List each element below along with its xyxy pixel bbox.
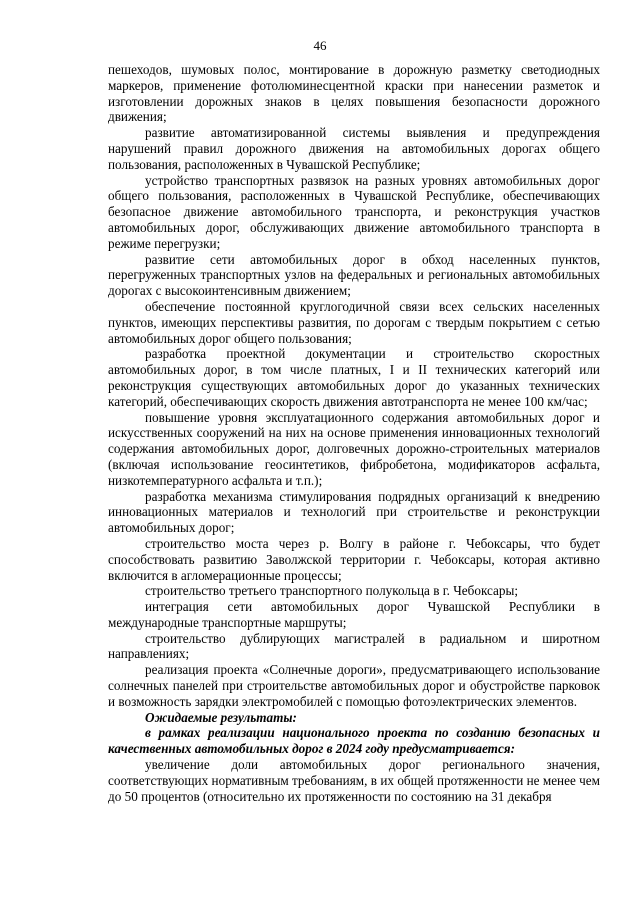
paragraph-maintenance-level: повышение уровня эксплуатационного содержания автомобильных дорог и искусственных сооружений на них на основе применения инновационных технологий содержания автомобильных дорог, долговечных дорожно-строительных материалов (включая использование геосинтетиков, фибробетона, модификаторов асфальта, низкотемпературного асфальта и т.п.); [108, 409, 600, 488]
subheading-national-project: в рамках реализации национального проекта по созданию безопасных и качественных автомобильных дорог в 2024 году предусматривается: [108, 725, 600, 757]
heading-expected-results: Ожидаемые результаты: [145, 709, 297, 725]
paragraph-bypass-roads: развитие сети автомобильных дорог в обход населенных пунктов, перегруженных транспортных узлов на федеральных и региональных автомобильных дорогах с высокоинтенсивным движением; [108, 251, 600, 299]
paragraph-high-speed-roads: разработка проектной документации и строительство скоростных автомобильных дорог, в том числе платных, I и II технических категорий или реконструкция существующих автомобильных дорог до указанных технических категорий, обеспечивающих скорость движения автотранспорта не менее 100 км/час; [108, 346, 600, 409]
paragraph-rural-connectivity: обеспечение постоянной круглогодичной связи всех сельских населенных пунктов, имеющих перспективы развития, по дорогам с твердым покрытием с сетью автомобильных дорог общего пользования; [108, 298, 600, 346]
paragraph-third-semiring: строительство третьего транспортного полукольца в г. Чебоксары; [145, 583, 519, 599]
paragraph-volga-bridge: строительство моста через р. Волгу в районе г. Чебоксары, что будет способствовать развитию Заволжской территории г. Чебоксары, которая активно включится в агломерационные процессы; [108, 535, 600, 583]
paragraph-road-markers: пешеходов, шумовых полос, монтирование в дорожную разметку светодиодных маркеров, применение фотолюминесцентной краски при нанесении разметок и изготовлении дорожных знаков в целях повышения безопасности дорожного движения; [108, 62, 600, 125]
paragraph-backup-highways: строительство дублирующих магистралей в радиальном и широтном направлениях; [108, 630, 600, 662]
paragraph-contractor-incentives: разработка механизма стимулирования подрядных организаций к внедрению инновационных материалов и технологий при строительстве и реконструкции автомобильных дорог; [108, 488, 600, 536]
paragraph-international-routes: интеграция сети автомобильных дорог Чувашской Республики в международные транспортные маршруты; [108, 599, 600, 630]
paragraph-solar-roads: реализация проекта «Солнечные дороги», предусматривающего использование солнечных панелей при строительстве автомобильных дорог и обустройстве парковок и возможность зарядки электромобилей с помощью фотоэлектрических элементов. [108, 662, 600, 709]
page-body [108, 62, 600, 804]
page-number: 46 [313, 38, 327, 53]
paragraph-regional-roads-share: увеличение доли автомобильных дорог регионального значения, соответствующих нормативным требованиям, в их общей протяженности не менее чем до 50 процентов (относительно их протяженности по состоянию на 31 декабря [108, 757, 600, 804]
paragraph-interchanges: устройство транспортных развязок на разных уровнях автомобильных дорог общего пользования, расположенных в Чувашской Республике, обеспечивающих безопасное движение автомобильного транспорта, и реконструкция участков автомобильных дорог, обслуживающих движение автомобильного транспорта в режиме перегрузки; [108, 172, 600, 251]
paragraph-violation-detection: развитие автоматизированной системы выявления и предупреждения нарушений правил дорожного движения на автомобильных дорогах общего пользования, расположенных в Чувашской Республике; [108, 125, 600, 172]
